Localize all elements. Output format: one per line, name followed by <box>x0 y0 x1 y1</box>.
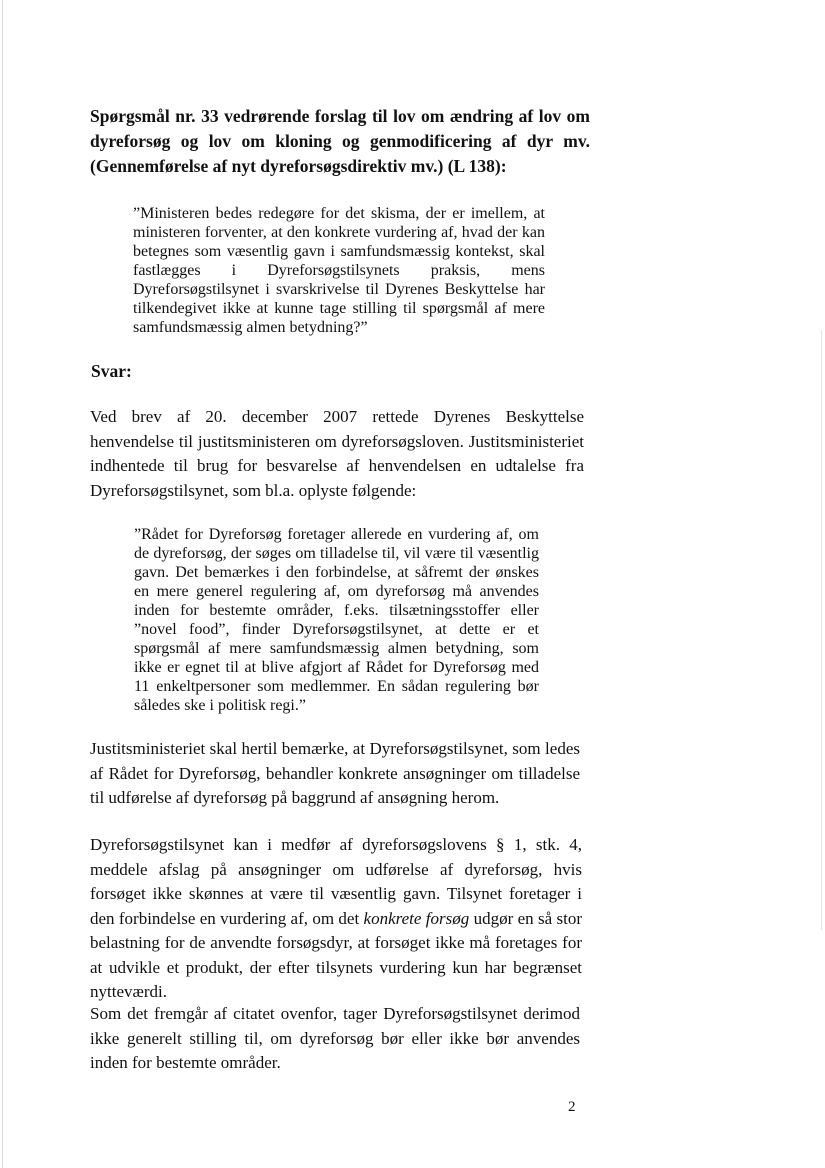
answer-paragraph-2: Justitsministeriet skal hertil bemærke, at Dyreforsøgstilsynet, som ledes af Rådet for Dyreforsøg, behandler konkrete ansøgninger om tilladelse til udførelse af dyreforsøg på baggrund af ansøgning herom. <box>90 739 580 807</box>
answer-label: Svar: <box>91 361 132 381</box>
paragraph-3-text-after: udgør en så stor belastning for de anvendte forsøgsdyr, at forsøget ikke må foretages for at udvikle et produkt, der efter tilsynets vurdering kun har begrænset nytteværdi. <box>90 908 582 1001</box>
page-number: 2 <box>568 1099 576 1115</box>
answer-paragraph-4: Som det fremgår af citatet ovenfor, tager Dyreforsøgstilsynet derimod ikke generelt stilling til, om dyreforsøg bør eller ikke bør anvendes inden for bestemte områder. <box>90 1004 580 1072</box>
scan-edge-right <box>821 330 822 930</box>
question-quote: ”Ministeren bedes redegøre for det skisma, der er imellem, at ministeren forventer, at den konkrete vurdering af, hvad der kan betegnes som væsentlig gavn i samfundsmæssig kontekst, skal fastlægges i Dyreforsøgstilsynets praksis, mens Dyreforsøgstilsynet i svarskrivelse til Dyrenes Beskyttelse har tilkendegivet ikke at kunne tage stilling til spørgsmål af mere samfundsmæssig almen betydning?” <box>133 205 545 336</box>
scan-edge-left <box>2 0 3 1168</box>
council-quote: ”Rådet for Dyreforsøg foretager allerede en vurdering af, om de dyreforsøg, der søges om tilladelse til, vil være til væsentlig gavn. Det bemærkes i den forbindelse, at såfremt der ønskes en mere generel regulering af, om dyreforsøg må anvendes inden for bestemte områder, f.eks. tilsætningsstoffer eller ”novel food”, finder Dyreforsøgstilsynet, at dette er et spørgsmål af mere samfundsmæssig almen betydning, som ikke er egnet til at blive afgjort af Rådet for Dyreforsøg med 11 enkeltpersoner som medlemmer. En sådan regulering bør således ske i politisk regi.” <box>134 526 539 714</box>
question-heading: Spørgsmål nr. 33 vedrørende forslag til lov om ændring af lov om dyreforsøg og lov om kloning og genmodificering af dyr mv. (Gennemførelse af nyt dyreforsøgsdirektiv mv.) (L 138): <box>90 106 590 176</box>
paragraph-3-text-before: Dyreforsøgstilsynet kan i medfør af dyreforsøgslovens § 1, stk. 4, meddele afslag på ansøgninger om udførelse af dyreforsøg, hvis forsøget ikke skønnes at være til væsentlig gavn. Tilsynet foretager i den forbindelse en vurdering af, om det <box>90 835 582 928</box>
paragraph-3-emphasis: konkrete forsøg <box>363 908 470 928</box>
answer-paragraph-1: Ved brev af 20. december 2007 rettede Dyrenes Beskyttelse henvendelse til justitsministeren om dyreforsøgsloven. Justitsministeriet indhentede til brug for besvarelse af henvendelsen en udtalelse fra Dyreforsøgstilsynet, som bl.a. oplyste følgende: <box>90 407 584 500</box>
answer-paragraph-3 <box>90 833 582 1005</box>
